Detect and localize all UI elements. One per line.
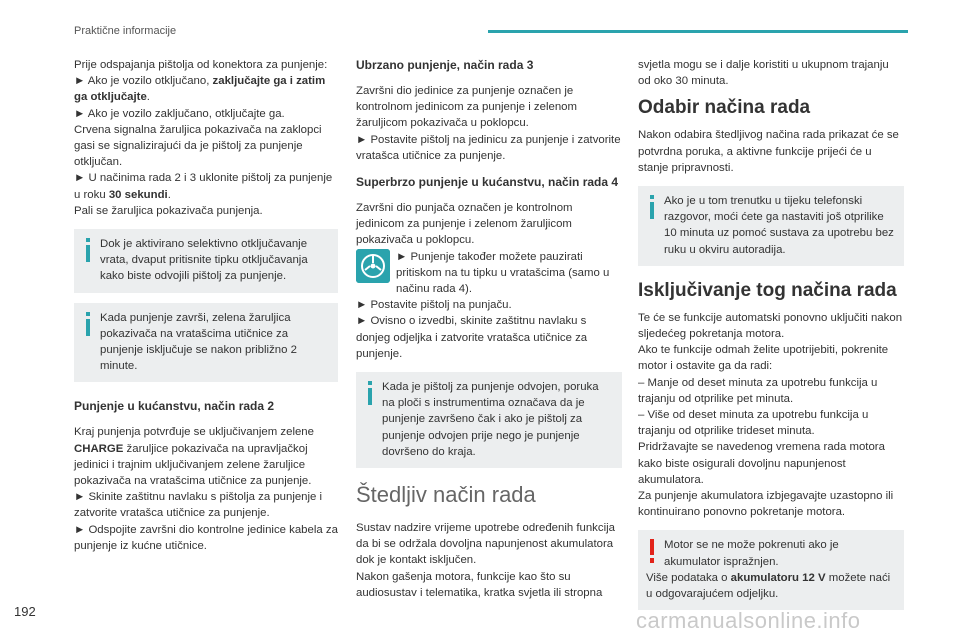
paragraph: ► Odspojite završni dio kontrolne jedinice kabela za punjenje iz kućne utičnice.	[74, 523, 338, 552]
paragraph: ► Skinite zaštitnu navlaku s pištolja za punjenje i zatvorite vratašca utičnice za punjenje.	[74, 491, 323, 520]
section-title: Praktične informacije	[74, 25, 177, 37]
note-text: Kada je pištolj za punjenje odvojen, poruka na ploči s instrumentima označava da je punjenje završeno čak i ako je pištolj za punjenje odvojen prije nego je punjenje dovršeno do kraja.	[382, 381, 599, 458]
paragraph: ► Postavite pištolj na jedinicu za punjenje i zatvorite vratašca utičnice za punjenje.	[356, 133, 621, 162]
section-heading: Odabir načina rada	[638, 97, 811, 119]
paragraph: – Više od deset minuta za upotrebu funkcija u trajanju od otprilike trideset minuta.	[638, 409, 869, 438]
charge-pause-icon	[356, 249, 390, 283]
paragraph: Kraj punjenja potvrđuje se uključivanjem zelene CHARGE žaruljice pokazivača na upravljačkoj jedinici i trajnim uključivanjem zelene žaruljice pokazivača na vratašcima utičnice za punjenje.	[74, 426, 314, 488]
watermark: carmanualsonline.info	[636, 608, 861, 633]
exclamation-icon	[645, 539, 659, 563]
info-icon	[81, 238, 95, 262]
paragraph: Ako te funkcije odmah želite upotrijebiti, pokrenite motor i ostavite ga da radi:	[638, 344, 889, 373]
note-text: Ako je u tom trenutku u tijeku telefonski razgovor, moći ćete ga nastaviti još otprilike 10 minuta uz pomoć sustava za upotrebu bez ruku u okviru autoradija.	[664, 195, 894, 256]
paragraph: Za punjenje akumulatora izbjegavajte uzastopno ili kontinuirano ponovno pokretanje motora.	[638, 490, 894, 519]
paragraph: Prije odspajanja pištolja od konektora za punjenje:	[74, 59, 328, 71]
note-text: Dok je aktivirano selektivno otključavanje vrata, dvaput pritisnite tipku otključavanja kako biste odvojili pištolj za punjenje.	[100, 238, 308, 283]
paragraph: ► U načinima rada 2 i 3 uklonite pištolj za punjenje u roku 30 sekundi.	[74, 172, 333, 201]
paragraph: ► Ako je vozilo otključano, zaključajte ga i zatim ga otključajte.	[74, 75, 326, 104]
paragraph: Pridržavajte se navedenog vremena rada motora kako biste osigurali dovoljnu napunjenost akumulatora.	[638, 441, 885, 486]
paragraph: Nakon odabira štedljivog načina rada prikazat će se potvrdna poruka, a aktivne funkcije prijeći će u stanje pripravnosti.	[638, 129, 899, 174]
note-text: Motor se ne može pokrenuti ako je akumulator ispražnjen.	[664, 539, 839, 568]
info-icon	[81, 312, 95, 336]
paragraph: ► Punjenje također možete pauzirati pritiskom na tu tipku u vratašcima (samo u načinu rada 4).	[396, 250, 610, 296]
info-note	[74, 303, 338, 383]
info-icon	[363, 381, 377, 405]
column-3	[638, 57, 904, 620]
section-heading: Isključivanje tog načina rada	[638, 279, 897, 301]
section-heading: Ubrzano punjenje, način rada 3	[356, 58, 534, 72]
paragraph: ► Ovisno o izvedbi, skinite zaštitnu navlaku s donjeg odjeljka i zatvorite vratašca utičnice za punjenje.	[356, 315, 588, 360]
paragraph: – Manje od deset minuta za upotrebu funkcija u trajanju od otprilike pet minuta.	[638, 376, 878, 405]
paragraph: Završni dio jedinice za punjenje označen je kontrolnom jedinicom za punjenje i zelenom žaruljicom pokazivača u poklopcu.	[356, 85, 577, 130]
warning-note	[638, 530, 904, 610]
info-icon	[645, 195, 659, 219]
paragraph: ► Postavite pištolj na punjaču.	[356, 299, 512, 312]
note-text: Kada punjenje završi, zelena žaruljica pokazivača na vratašcima utičnice za punjenje isključuje se nakon približno 2 minute.	[100, 311, 297, 373]
page-number: 192	[14, 604, 36, 619]
column-2	[356, 57, 622, 601]
info-note	[638, 186, 904, 266]
section-heading: Punjenje u kućanstvu, način rada 2	[74, 399, 275, 414]
paragraph: Te će se funkcije automatski ponovno uključiti nakon sljedećeg pokretanja motora.	[638, 311, 903, 341]
paragraph: Nakon gašenja motora, funkcije kao što su audiosustav i telematika, kratka svjetla ili stropna	[356, 570, 603, 599]
paragraph: Pali se žaruljica pokazivača punjenja.	[74, 204, 263, 217]
pause-instruction	[356, 249, 622, 298]
paragraph: Crvena signalna žaruljica pokazivača na zaklopci gasi se signalizirajući da je pištolj za punjenje otključan.	[74, 123, 322, 169]
paragraph: Sustav nadzire vrijeme upotrebe određenih funkcija da bi se održala dovoljna napunjenost akumulatora dok je kontakt isključen.	[356, 522, 615, 567]
chapter-heading: Štedljiv način rada	[356, 482, 536, 508]
info-note	[356, 372, 622, 468]
note-text: Više podataka o akumulatoru 12 V možete naći u odgovarajućem odjeljku.	[646, 571, 891, 601]
section-heading: Superbrzo punjenje u kućanstvu, način rada 4	[356, 175, 619, 190]
paragraph: Završni dio punjača označen je kontrolnom jedinicom za punjenje i zelenom žaruljicom pokazivača u poklopcu.	[356, 202, 573, 247]
header-accent-bar	[488, 30, 908, 33]
info-note	[74, 229, 338, 293]
column-1	[74, 57, 338, 554]
paragraph: svjetla mogu se i dalje koristiti u ukupnom trajanju od oko 30 minuta.	[638, 59, 889, 88]
paragraph: ► Ako je vozilo zaključano, otključajte ga.	[74, 107, 285, 120]
